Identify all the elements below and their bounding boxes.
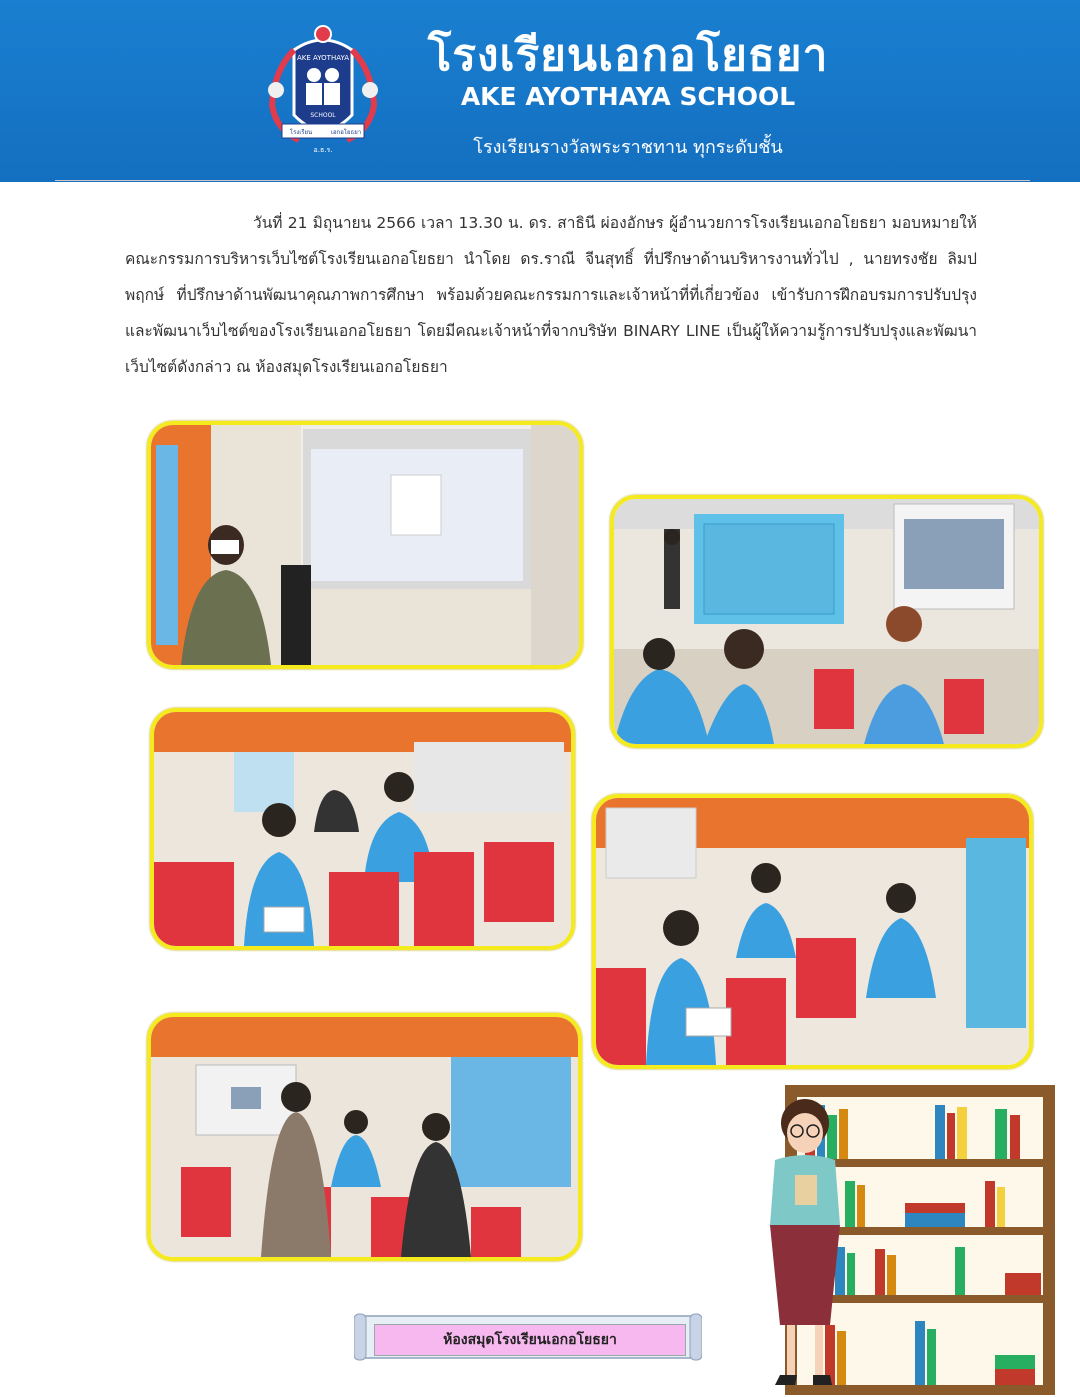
article-text: วันที่ 21 มิถุนายน 2566 เวลา 13.30 น. ดร. สาธินี ผ่องอักษร ผู้อำนวยการโรงเรียนเอกอโยธยา มอบหมายให้คณะกรรมการบริหารเว็บไซต์โรงเรียนเอกอโยธยา นำโดย ดร.ราณี จีนสุทธิ์ ที่ปรึกษาด้านบริหารงานทั่วไป , นายทรงชัย ลิมปพฤกษ์ ที่ปรึกษาด้านพัฒนาคุณภาพการศึกษา พร้อมด้วยคณะกรรมการและเจ้าหน้าที่ที่เกี่ยวข้อง เข้ารับการฝึกอบรมการปรับปรุงและพัฒนาเว็บไซต์ของโรงเรียนเอกอโยธยา โดยมีคณะเจ้าหน้าที่จากบริษัท BINARY LINE เป็นผู้ให้ความรู้การปรับปรุงและพัฒนาเว็บไซต์ดังกล่าว ณ ห้องสมุดโรงเรียนเอกอโยธยา <box>125 214 977 376</box>
logo-text-left: โรงเรียน <box>289 129 313 136</box>
school-name-thai: โรงเรียนเอกอโยธยา <box>427 30 829 81</box>
school-logo <box>254 20 392 158</box>
school-tagline: โรงเรียนรางวัลพระราชทาน ทุกระดับชั้น <box>473 137 783 158</box>
article-body <box>125 205 977 385</box>
header-banner <box>0 0 1080 182</box>
school-name-english: AKE AYOTHAYA SCHOOL <box>460 82 796 111</box>
header-divider <box>55 180 1030 181</box>
photo-audience-projector <box>147 1013 582 1261</box>
teacher-bookshelf-illustration <box>735 1085 1055 1395</box>
logo-text-right: เอกอโยธยา <box>330 129 362 136</box>
logo-text-top: AKE AYOTHAYA <box>297 54 349 62</box>
photo-library-projector <box>610 495 1043 748</box>
caption-label: ห้องสมุดโรงเรียนเอกอโยธยา <box>374 1324 686 1356</box>
logo-text-bottom: อ.ธ.ร. <box>313 146 333 154</box>
caption-scroll <box>354 1310 702 1362</box>
photo-committee-seated <box>150 708 575 950</box>
photo-presenter-screen <box>147 421 583 669</box>
photo-participants-library <box>592 794 1033 1069</box>
logo-text-school: SCHOOL <box>310 112 336 119</box>
